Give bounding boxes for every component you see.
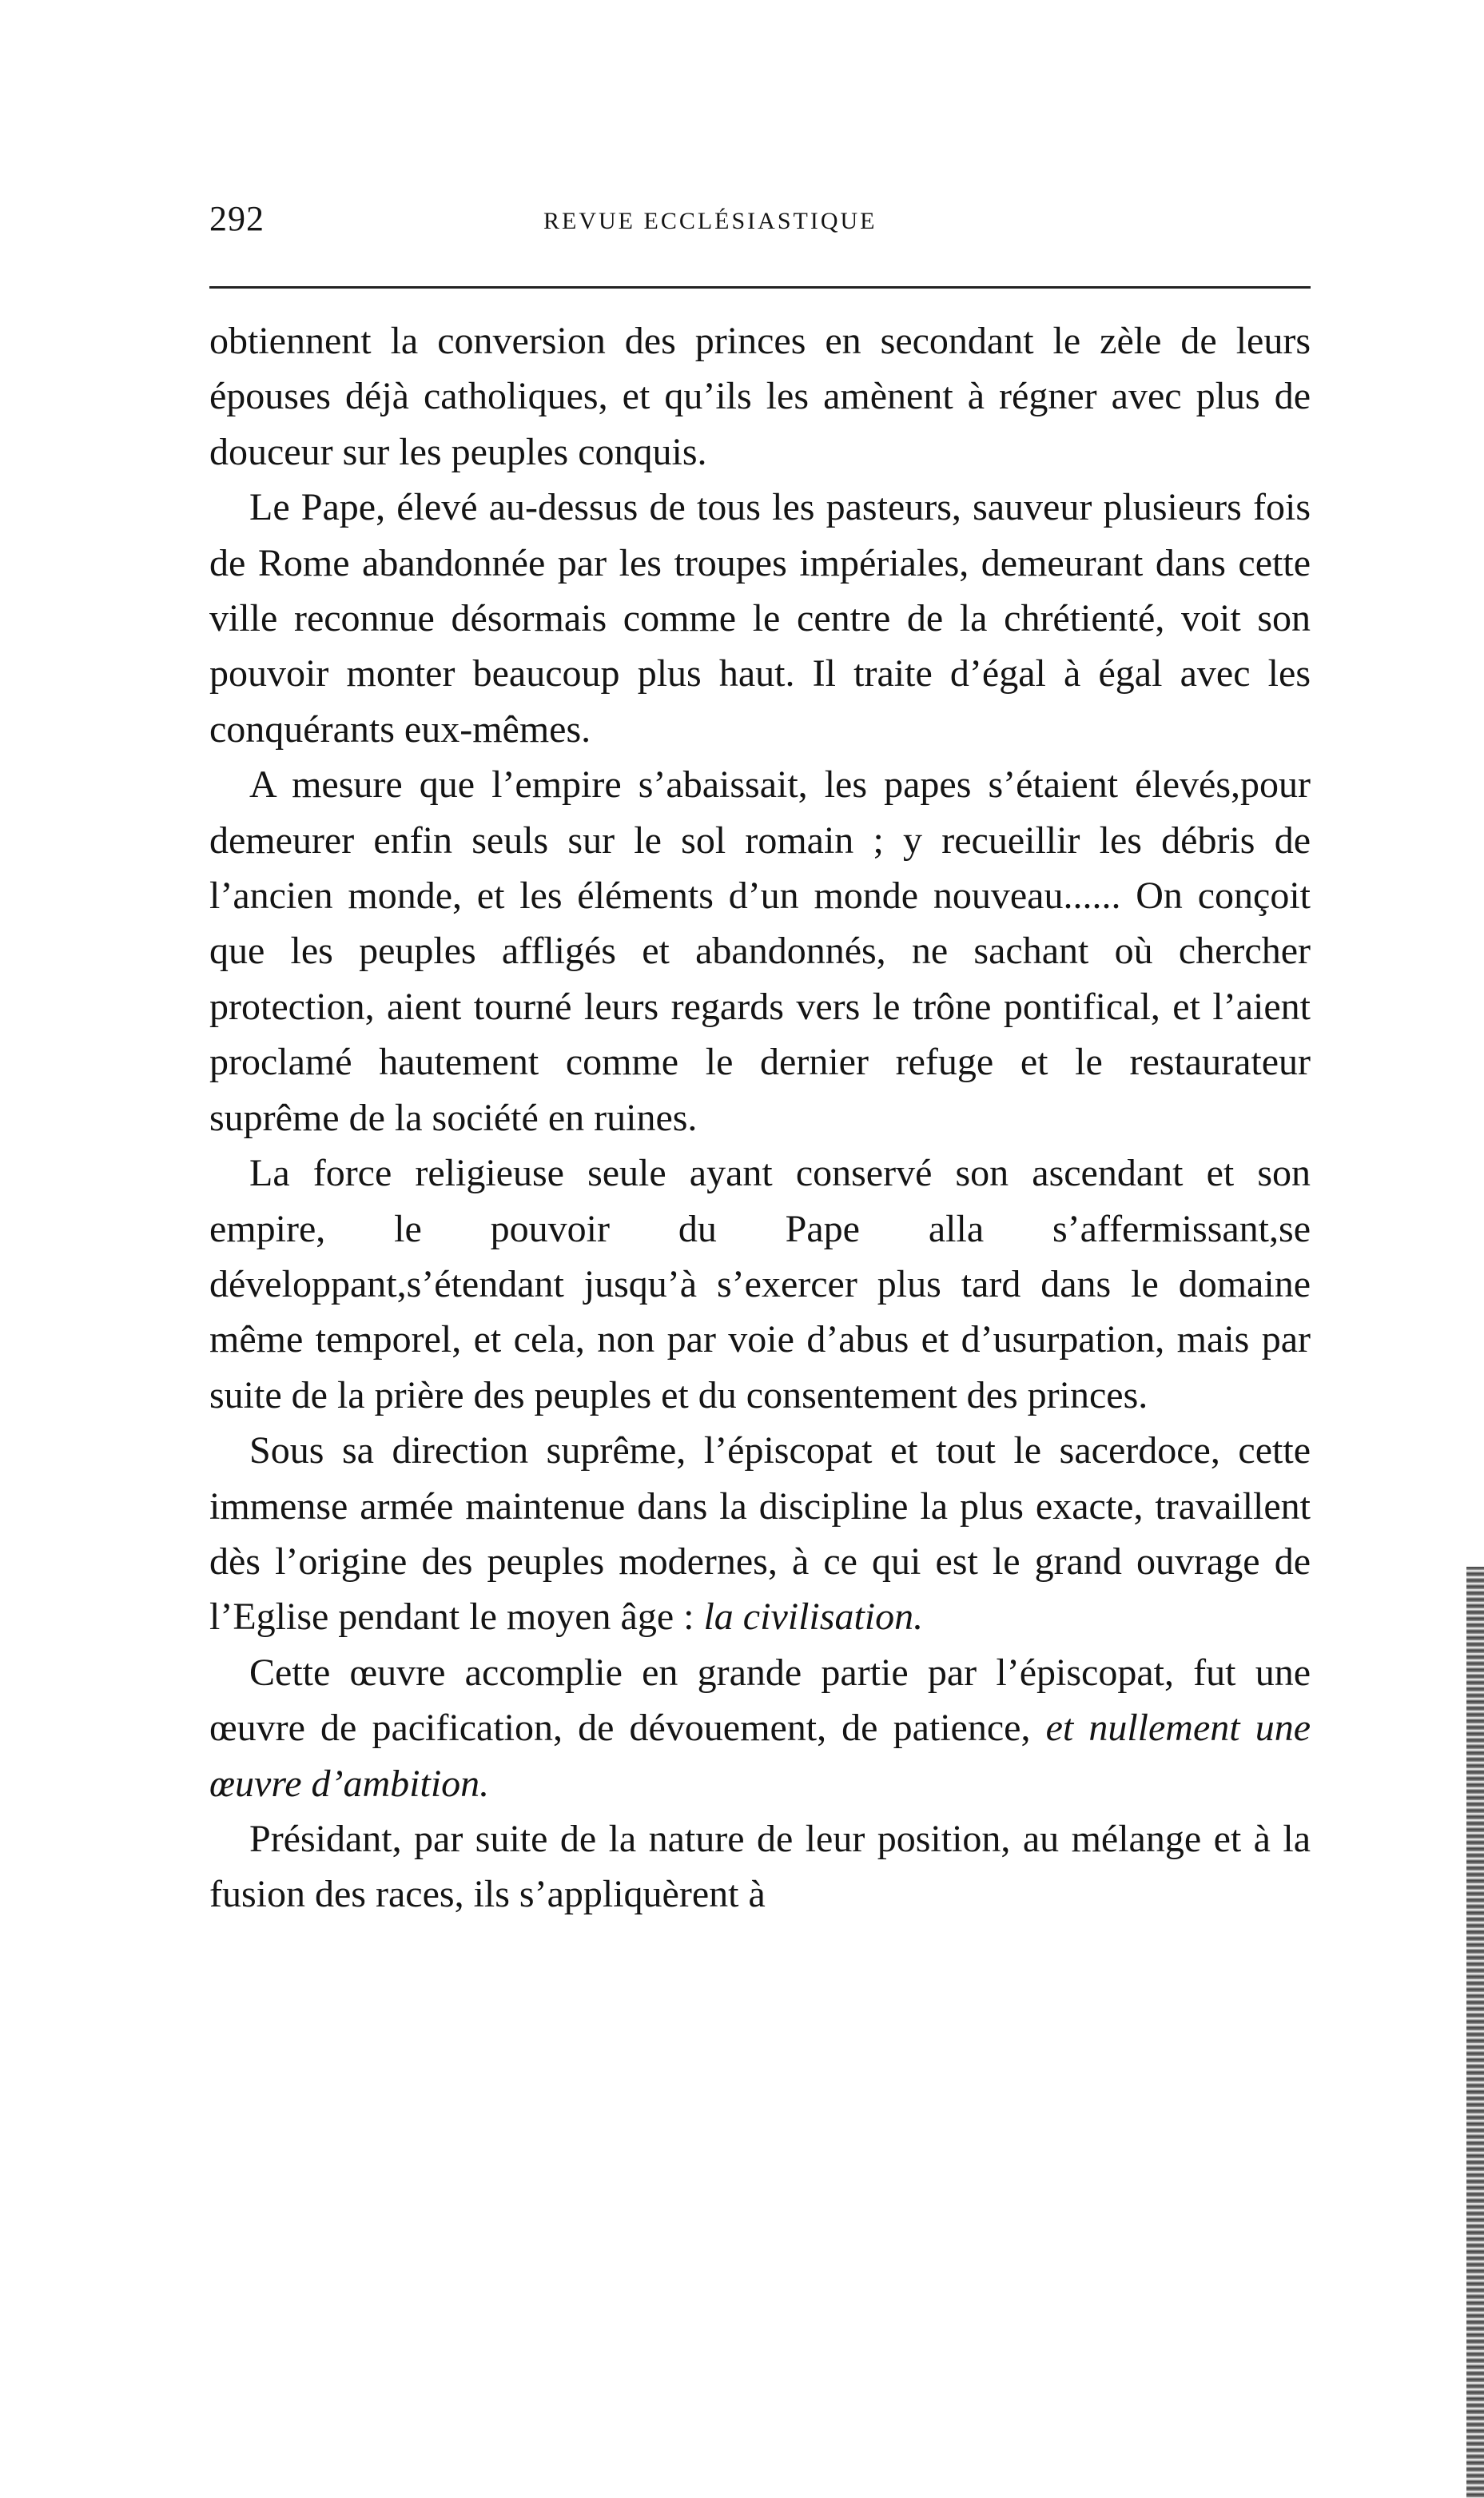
header-rule bbox=[209, 286, 1311, 289]
paragraph-5 bbox=[209, 1423, 1311, 1645]
paragraph-text: La force religieuse seule ayant conservé son ascendant et son empire, le pouvoir du Pape alla s’affermissant,se développant,s’étendant jusqu’à s’exercer plus tard dans le domaine même temporel, et cela, non par voie d’abus et d’usurpation, mais par suite de la prière des peuples et du consentement des princes. bbox=[209, 1152, 1311, 1416]
paragraph-text: A mesure que l’empire s’abaissait, les papes s’étaient élevés,pour demeurer enfin seuls sur le sol romain ; y recueillir les débris de l’ancien monde, et les éléments d’un monde nouveau...... On conçoit que les peuples affligés et abandonnés, ne sachant où chercher protection, aient tourné leurs regards vers le trône pontifical, et l’aient proclamé hautement comme le dernier refuge et le restaurateur suprême de la société en ruines. bbox=[209, 763, 1311, 1139]
paragraph-6 bbox=[209, 1645, 1311, 1811]
paragraph-text: Le Pape, élevé au-dessus de tous les pasteurs, sauveur plusieurs fois de Rome abandonnée par les troupes impériales, demeurant dans cette ville reconnue désormais comme le centre de la chrétienté, voit son pouvoir monter beaucoup plus haut. Il traite d’égal à égal avec les conquérants eux-mêmes. bbox=[209, 486, 1311, 751]
paragraph-italic: la civilisation. bbox=[703, 1596, 924, 1639]
paragraph-text: Sous sa direction suprême, l’épiscopat et tout le sacerdoce, cette immense armée maintenue dans la discipline la plus exacte, travaillent dès l’origine des peuples modernes, à ce qui est le grand ouvrage de l’Eglise pendant le moyen âge : bbox=[209, 1429, 1311, 1639]
scan-binding-edge bbox=[1466, 1567, 1484, 2498]
page-number: 292 bbox=[209, 199, 265, 238]
page-header bbox=[209, 198, 1311, 246]
paragraph-4 bbox=[209, 1145, 1311, 1423]
paragraph-1 bbox=[209, 313, 1311, 480]
paragraph-italic: et nullement une œuvre d’ambition. bbox=[209, 1707, 1311, 1805]
body-text bbox=[209, 313, 1311, 1922]
paragraph-text: Présidant, par suite de la nature de leur position, au mélange et à la fusion des races, ils s’appliquèrent à bbox=[209, 1817, 1311, 1916]
paragraph-3 bbox=[209, 757, 1311, 1145]
paragraph-text: obtiennent la conversion des princes en secondant le zèle de leurs épouses déjà catholiques, et qu’ils les amènent à régner avec plus de douceur sur les peuples conquis. bbox=[209, 320, 1311, 473]
paragraph-text: Cette œuvre accomplie en grande partie par l’épiscopat, fut une œuvre de pacification, de dévouement, de patience, bbox=[209, 1651, 1311, 1750]
paragraph-7 bbox=[209, 1811, 1311, 1922]
running-title: REVUE ECCLÉSIASTIQUE bbox=[543, 208, 877, 234]
paragraph-2 bbox=[209, 480, 1311, 757]
